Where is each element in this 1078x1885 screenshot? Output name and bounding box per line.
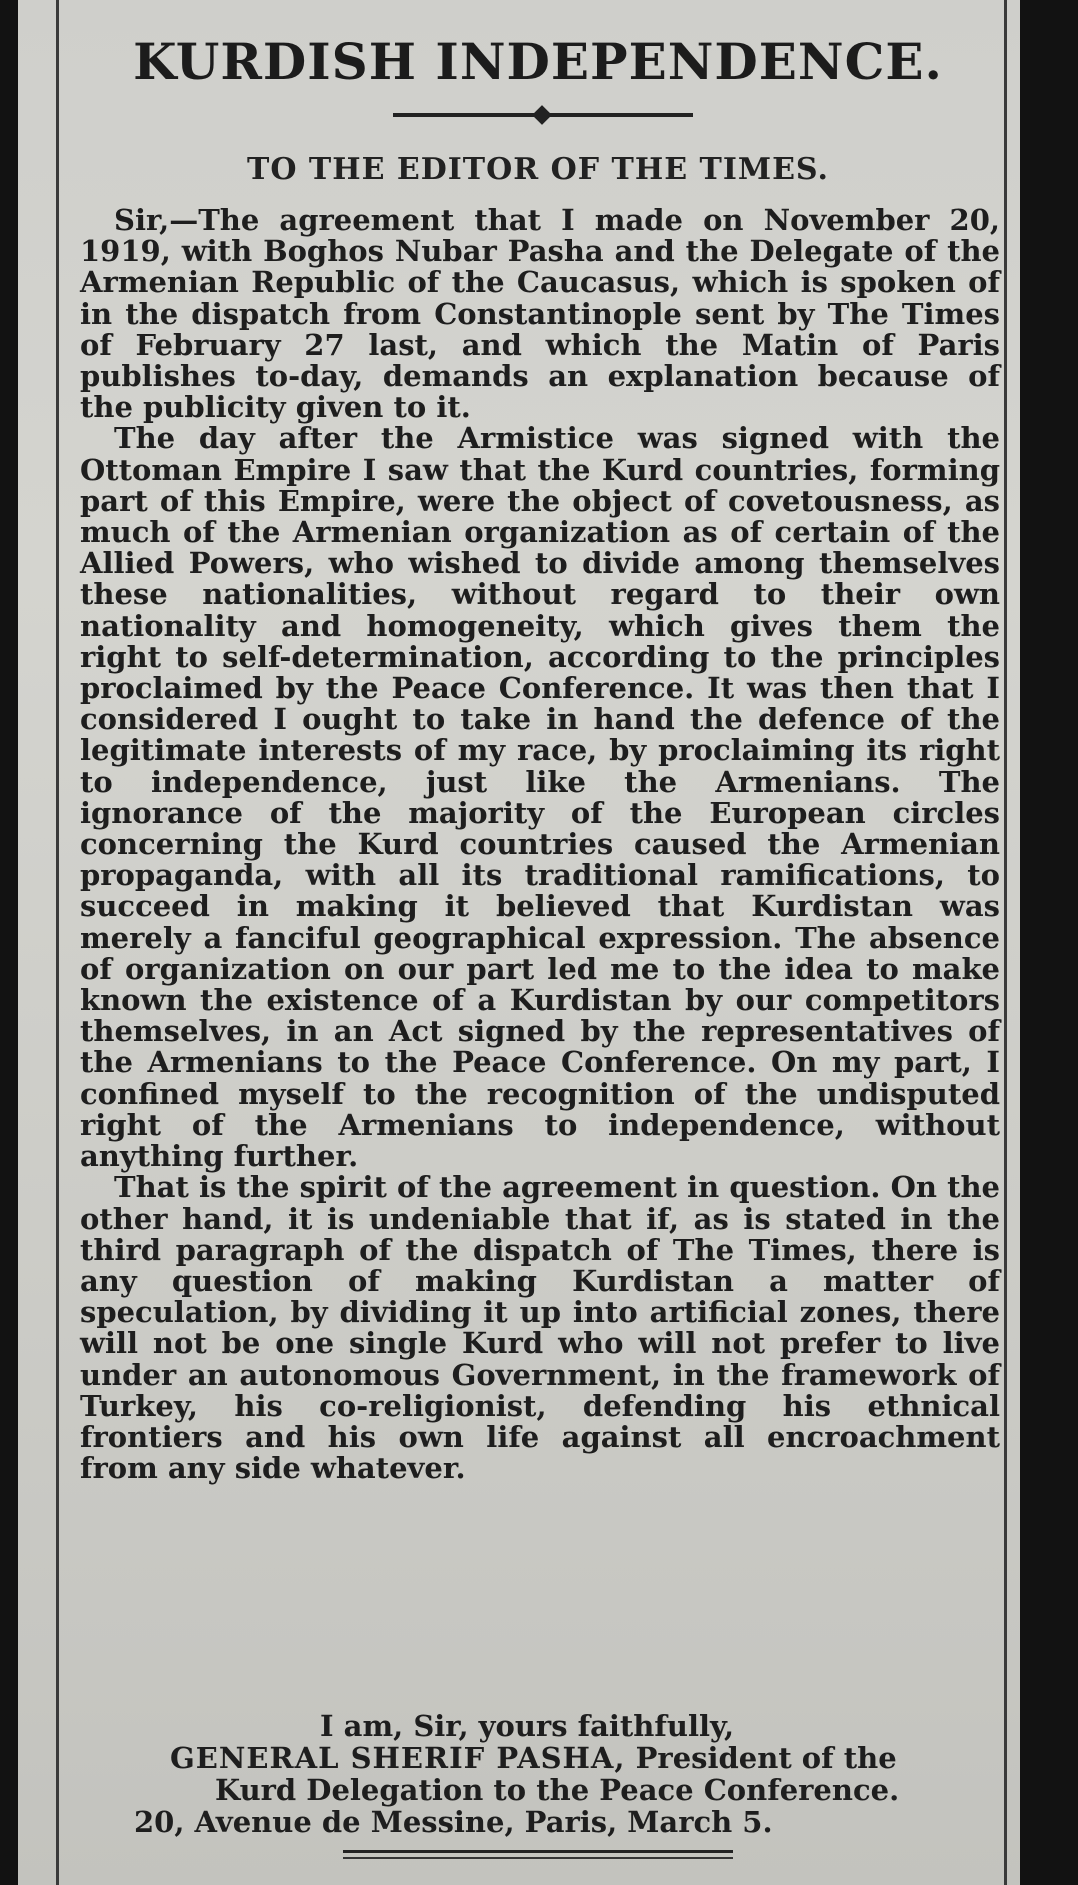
signatory-role-1: President of the (635, 1741, 897, 1775)
paragraph-1: Sir,—The agreement that I made on November 20, 1919, with Boghos Nubar Pasha and the Delegate of the Armenian Republic of the Caucasus, which is spoken of in the dispatch from Constantinople sent by The Times of February 27 last, and which the Matin of Paris publishes to-day, demands an explanation because of the publicity given to it. (80, 203, 1000, 425)
signatory-name: GENERAL SHERIF PASHA, (170, 1741, 626, 1775)
subhead: TO THE EDITOR OF THE TIMES. (247, 152, 829, 187)
footer-rule-secondary (343, 1857, 733, 1859)
closing-line: I am, Sir, yours faithfully, (320, 1709, 735, 1743)
signatory-address: 20, Avenue de Messine, Paris, March 5. (134, 1805, 773, 1839)
ornament-diamond-icon (532, 105, 552, 125)
column-rule-left (56, 0, 59, 1885)
letter-body (80, 205, 1000, 1484)
signature-line (80, 1742, 1000, 1774)
signoff (80, 1710, 1000, 1838)
paragraph-3: That is the spirit of the agreement in question. On the other hand, it is undeniable that if, as is stated in the third paragraph of the dispatch of The Times, there is any question of making Kurdistan a matter of speculation, by dividing it up into artificial zones, there will not be one single Kurd who will not prefer to live under an autonomous Government, in the framework of Turkey, his co-religionist, defending his ethnical frontiers and his own life against all encroachment from any side whatever. (80, 1170, 1000, 1486)
signatory-role-2: Kurd Delegation to the Peace Conference. (215, 1773, 900, 1807)
headline: KURDISH INDEPENDENCE. (133, 32, 943, 91)
paragraph-2: The day after the Armistice was signed with the Ottoman Empire I saw that the Kurd countries, forming part of this Empire, were the object of covetousness, as much of the Armenian organization as of certain of the Allied Powers, who wished to divide among themselves these nationalities, without regard to their own nationality and homogeneity, which gives them the right to self-determination, according to the principles proclaimed by the Peace Conference. It was then that I considered I ought to take in hand the defence of the legitimate interests of my race, by proclaiming its right to independence, just like the Armenians. The ignorance of the majority of the European circles concerning the Kurd countries caused the Armenian propaganda, with all its traditional ramifications, to succeed in making it believed that Kurdistan was merely a fanciful geographical expression. The absence of organization on our part led me to the idea to make known the existence of a Kurdistan by our competitors themselves, in an Act signed by the representatives of the Armenians to the Peace Conference. On my part, I confined myself to the recognition of the undisputed right of the Armenians to independence, without anything further. (80, 421, 1000, 1174)
footer-rule (343, 1850, 733, 1853)
newspaper-clipping (18, 0, 1020, 1885)
column-rule-right (1004, 0, 1007, 1885)
ornament-rule (393, 108, 693, 122)
